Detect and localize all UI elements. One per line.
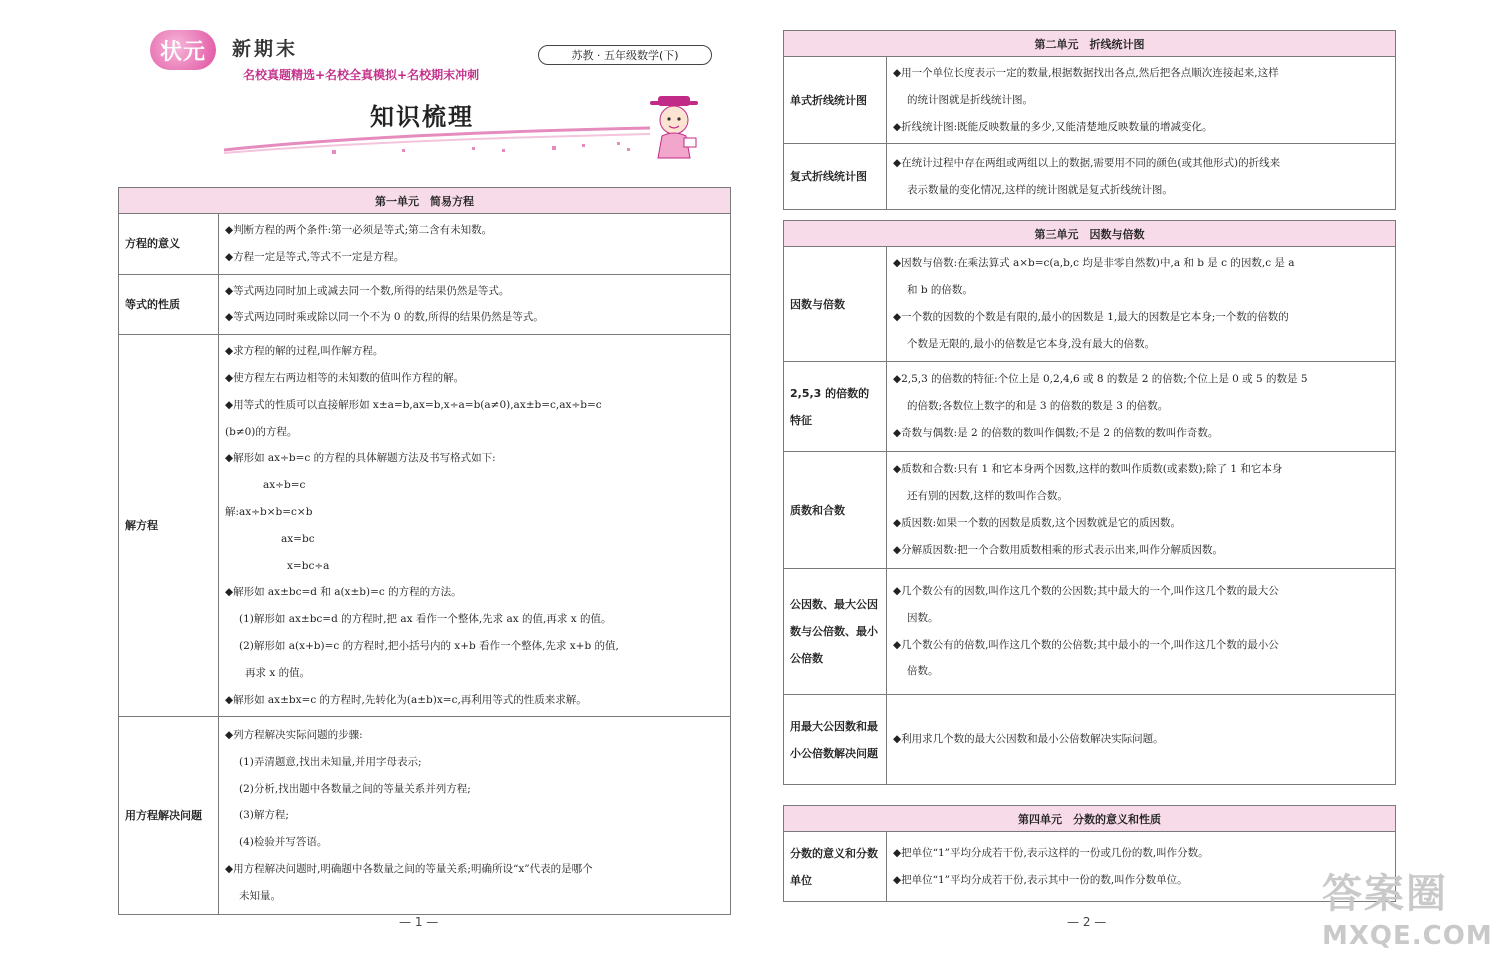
watermark-top-text: 答案圈 (1322, 871, 1448, 917)
content-line: (3)解方程; (239, 809, 289, 822)
content-cell (219, 274, 731, 335)
brand-title: 新期末 (232, 38, 299, 60)
unit-title: 第二单元 折线统计图 (784, 31, 1396, 57)
content-line: 的统计图就是折线统计图。 (907, 93, 1033, 106)
topic-cell: 用方程解决问题 (119, 717, 219, 915)
content-line: ◆等式两边同时加上或减去同一个数,所得的结果仍然是等式。 (225, 284, 510, 297)
equation-line: x=bc÷a (287, 559, 330, 572)
content-line: 倍数。 (907, 665, 939, 678)
topic-cell: 方程的意义 (119, 214, 219, 275)
content-line: ◆等式两边同时乘或除以同一个不为 0 的数,所得的结果仍然是等式。 (225, 311, 544, 324)
content-cell (887, 695, 1396, 785)
content-line: ◆用一个单位长度表示一定的数量,根据数据找出各点,然后把各点顺次连接起来,这样 (893, 67, 1279, 79)
site-watermark (1322, 862, 1492, 952)
topic-cell: 因数与倍数 (784, 247, 887, 362)
unit-table-2 (783, 30, 1396, 210)
content-line: 和 b 的倍数。 (907, 284, 973, 297)
topic-cell: 质数和合数 (784, 452, 887, 569)
content-line: ◆解形如 ax÷b=c 的方程的具体解题方法及书写格式如下: (225, 452, 496, 465)
content-line: ◆解形如 ax±bx=c 的方程时,先转化为(a±b)x=c,再利用等式的性质来求解。 (225, 693, 587, 706)
content-line: ◆因数与倍数:在乘法算式 a×b=c(a,b,c 均是非零自然数)中,a 和 b 是 c 的因数,c 是 a (893, 257, 1295, 270)
content-line: (2)分析,找出题中各数量之间的等量关系并列方程; (239, 782, 471, 795)
page-number-left: — 1 — (399, 915, 439, 929)
unit-table-4 (783, 805, 1396, 902)
content-cell (219, 214, 731, 275)
content-line: ◆解形如 ax±bc=d 和 a(x±b)=c 的方程的方法。 (225, 586, 462, 599)
content-line: ◆把单位“1”平均分成若干份,表示其中一份的数,叫作分数单位。 (893, 873, 1188, 886)
page-number-right: — 2 — (1067, 915, 1107, 929)
content-line: ◆判断方程的两个条件:第一必须是等式;第二含有未知数。 (225, 224, 493, 236)
content-cell (887, 247, 1396, 362)
content-line: ◆求方程的解的过程,叫作解方程。 (225, 345, 384, 358)
content-line: ◆质因数:如果一个数的因数是质数,这个因数就是它的质因数。 (893, 517, 1181, 529)
content-line: ◆在统计过程中存在两组或两组以上的数据,需要用不同的颜色(或其他形式)的折线来 (893, 157, 1281, 170)
content-line: ◆几个数公有的倍数,叫作这几个数的公倍数;其中最小的一个,叫作这几个数的最小公 (893, 638, 1279, 651)
content-line: ◆折线统计图:既能反映数量的多少,又能清楚地反映数量的增减变化。 (893, 120, 1213, 133)
content-cell (219, 717, 731, 915)
topic-cell: 解方程 (119, 335, 219, 717)
content-line: ◆使方程左右两边相等的未知数的值叫作方程的解。 (225, 371, 465, 384)
topic-cell: 用最大公因数和最小公倍数解决问题 (784, 695, 887, 785)
series-subtitle: 名校真题精选+名校全真模拟+名校期末冲刺 (243, 68, 480, 82)
topic-cell: 公因数、最大公因数与公倍数、最小公倍数 (784, 569, 887, 695)
content-cell (887, 452, 1396, 569)
content-line: ◆质数和合数:只有 1 和它本身两个因数,这样的数叫作质数(或素数);除了 1 和它本身 (893, 463, 1283, 476)
topic-cell: 等式的性质 (119, 274, 219, 335)
content-line: 再求 x 的值。 (245, 666, 311, 679)
grade-label: 苏教 · 五年级数学(下) (538, 45, 712, 65)
content-line: (2)解形如 a(x+b)=c 的方程时,把小括号内的 x+b 看作一个整体,先求 x+b 的值, (239, 639, 619, 652)
content-cell (887, 362, 1396, 452)
content-line: 表示数量的变化情况,这样的统计图就是复式折线统计图。 (907, 183, 1173, 196)
content-line: (1)解形如 ax±bc=d 的方程时,把 ax 看作一个整体,先求 ax 的值,再求 x 的值。 (239, 613, 612, 626)
brand-logo: 状元 (150, 30, 216, 70)
content-line: (1)弄清题意,找出未知量,并用字母表示; (239, 755, 422, 768)
content-line: 个数是无限的,最小的倍数是它本身,没有最大的倍数。 (907, 337, 1156, 350)
header-swoosh-decoration (222, 120, 652, 160)
topic-cell: 复式折线统计图 (784, 144, 887, 210)
content-line: (b≠0)的方程。 (225, 425, 298, 438)
content-cell (887, 832, 1396, 902)
content-line: ◆分解质因数:把一个合数用质数相乘的形式表示出来,叫作分解质因数。 (893, 543, 1223, 556)
content-line: 未知量。 (239, 889, 281, 902)
content-cell (887, 569, 1396, 695)
content-line: ◆一个数的因数的个数是有限的,最小的因数是 1,最大的因数是它本身;一个数的倍数的 (893, 311, 1289, 323)
page-heading: 知识梳理 (370, 102, 474, 131)
content-line: 的倍数;各数位上数字的和是 3 的倍数的数是 3 的倍数。 (907, 400, 1169, 413)
content-line: ◆方程一定是等式,等式不一定是方程。 (225, 250, 405, 263)
equation-line: ax=bc (281, 532, 315, 545)
content-line: ◆几个数公有的因数,叫作这几个数的公因数;其中最大的一个,叫作这几个数的最大公 (893, 584, 1279, 597)
topic-cell: 2,5,3 的倍数的特征 (784, 362, 887, 452)
equation-line: ax÷b=c (263, 479, 306, 492)
content-line: ◆2,5,3 的倍数的特征:个位上是 0,2,4,6 或 8 的数是 2 的倍数;个位上是 0 或 5 的数是 5 (893, 373, 1308, 386)
content-line: ◆用等式的性质可以直接解形如 x±a=b,ax=b,x÷a=b(a≠0),ax±b=c,ax÷b=c (225, 398, 602, 411)
scholar-mascot-icon (640, 92, 708, 160)
content-cell (887, 144, 1396, 210)
unit-table-3 (783, 220, 1396, 785)
topic-cell: 单式折线统计图 (784, 57, 887, 144)
content-cell (219, 335, 731, 717)
equation-line: 解:ax÷b×b=c×b (225, 505, 313, 518)
content-line: ◆用方程解决问题时,明确题中各数量之间的等量关系;明确所设“x”代表的是哪个 (225, 863, 593, 876)
content-line: ◆把单位“1”平均分成若干份,表示这样的一份或几份的数,叫作分数。 (893, 846, 1209, 859)
unit-table-1 (118, 187, 731, 915)
content-line: ◆列方程解决实际问题的步骤: (225, 729, 363, 742)
content-cell (887, 57, 1396, 144)
content-line: ◆奇数与偶数:是 2 的倍数的数叫作偶数;不是 2 的倍数的数叫作奇数。 (893, 426, 1219, 439)
content-line: ◆利用求几个数的最大公因数和最小公倍数解决实际问题。 (893, 733, 1164, 746)
watermark-bottom-text: MXQE.COM (1322, 921, 1493, 951)
content-line: (4)检验并写答语。 (239, 836, 328, 849)
content-line: 还有别的因数,这样的数叫作合数。 (907, 490, 1068, 503)
unit-title: 第一单元 简易方程 (119, 188, 731, 214)
topic-cell: 分数的意义和分数单位 (784, 832, 887, 902)
unit-title: 第三单元 因数与倍数 (784, 221, 1396, 247)
content-line: 因数。 (907, 611, 939, 624)
unit-title: 第四单元 分数的意义和性质 (784, 806, 1396, 832)
